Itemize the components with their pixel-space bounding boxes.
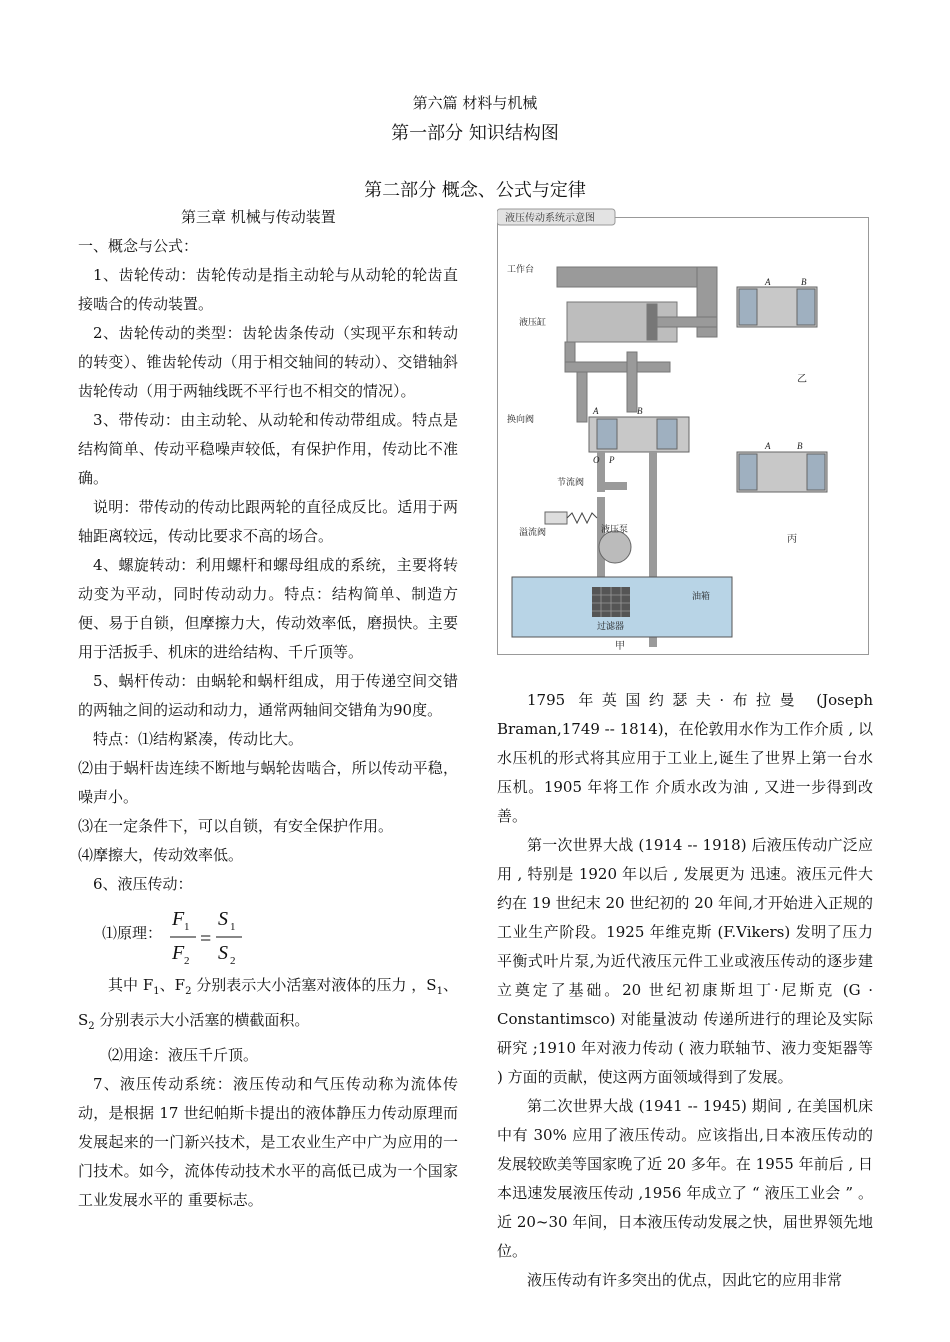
paragraph: 特点：⑴结构紧凑，传动比大。 bbox=[93, 730, 304, 748]
formula-s1: S bbox=[218, 908, 228, 930]
paragraph: 2、齿轮传动的类型：齿轮齿条传动（实现平东和转动的转变）、锥齿轮传动（用于相交轴间的转动）、交错轴斜齿轮传动（用于两轴线既不平行也不相交的情况）。 bbox=[78, 324, 458, 400]
formula-f1: F bbox=[172, 908, 185, 930]
paragraph: ⑵用途：液压千斤顶。 bbox=[108, 1046, 259, 1064]
port-p-label: P bbox=[609, 455, 615, 465]
left-column bbox=[78, 203, 458, 1215]
paragraph: 5、蜗杆传动：由蜗轮和蜗杆组成，用于传递空间交错的两轴之间的运动和动力，通常两轴间交错角为90度。 bbox=[78, 672, 458, 719]
label-throttle: 节流阀 bbox=[557, 478, 585, 488]
paragraph: 3、带传动：由主动轮、从动轮和传动带组成。特点是结构简单、传动平稳噪声较低，有保护作用，传动比不准确。 bbox=[78, 411, 458, 487]
paragraph: 液压传动有许多突出的优点，因此它的应用非常 bbox=[527, 1271, 843, 1289]
diagram-title: 液压传动系统示意图 bbox=[505, 213, 595, 224]
label-tank: 油箱 bbox=[692, 592, 711, 602]
formula-s2: S bbox=[218, 942, 228, 964]
formula-svg bbox=[170, 899, 330, 971]
section-2-heading: 第二部分 概念、公式与定律 bbox=[364, 180, 586, 201]
label-filter: 过滤器 bbox=[597, 622, 625, 632]
label-jia: 甲 bbox=[615, 641, 625, 652]
worktable bbox=[557, 267, 717, 287]
paragraph: ⑵由于蜗杆齿连续不断地与蜗轮齿啮合，所以传动平稳，噪声小。 bbox=[78, 759, 458, 806]
formula-sub: 1 bbox=[184, 921, 190, 933]
part-title: 第六篇 材料与机械 bbox=[412, 94, 538, 112]
port-a-label: A bbox=[593, 406, 599, 416]
paragraph: ⑶在一定条件下，可以自锁，有安全保护作用。 bbox=[78, 817, 394, 835]
formula-sub: 2 bbox=[184, 955, 190, 967]
label-cylinder: 液压缸 bbox=[519, 318, 547, 328]
label-worktable: 工作台 bbox=[507, 265, 535, 275]
paragraph: 4、螺旋转动：利用螺杆和螺母组成的系统，主要将转动变为平动，同时传动动力。特点：结构简单、制造方便、易于自锁，但摩擦力大，传动效率低，磨损快。主要用于活扳手、机床的进给结构、千斤顶等。 bbox=[78, 556, 458, 661]
paragraph: 其中 $F_1$、$F_2$ 分别表示大小活塞对液体的压力 ，$S_1$、$S_2$ 分别表示大小活塞的横截面积。 bbox=[78, 976, 458, 1032]
label-valve: 换向阀 bbox=[507, 415, 535, 425]
pressure-formula bbox=[78, 899, 458, 971]
hydraulic-system-diagram bbox=[497, 207, 869, 655]
chapter-title: 第三章 机械与传动装置 bbox=[181, 208, 336, 226]
paragraph: 第一次世界大战 (1914 -- 1918) 后液压传动广泛应用 , 特别是 1920 年以后 , 发展更为 迅速。液压元件大约在 19 世纪末 20 世纪初的 20 年间,才开始进入正规的工业生产阶段。1925 年维克斯 (F.Vikers) 发明了压力平衡式叶片泵,为近代液压元件工业或液压传动的逐步建立奠定了基础。20 世纪初康斯坦丁·尼斯克 (G · Constantimsco) 对能量波动 传递所进行的理论及实际研究 ;1910 年对液力传动 ( 液力联轴节、液力变矩器等 ) 方面的贡献，使这两方面领域得到了发展。 bbox=[497, 836, 873, 1086]
formula-sub: 2 bbox=[230, 955, 236, 967]
port-o-label: O bbox=[593, 455, 600, 465]
label-bing: 丙 bbox=[787, 534, 797, 545]
label-pump: 液压泵 bbox=[601, 525, 629, 535]
paragraph: 1795 年英国约瑟夫·布拉曼 (Joseph Braman,1749 -- 1814)，在伦敦用水作为工作介质 , 以水压机的形式将其应用于工业上,诞生了世界上第一台水压机。1905 年将工作 介质水改为油 , 又进一步得到改善。 bbox=[497, 691, 873, 825]
formula-sub: 1 bbox=[230, 921, 236, 933]
port-a-label: A bbox=[765, 441, 771, 451]
hydraulic-pump bbox=[599, 531, 631, 563]
formula-label: ⑴原理： bbox=[102, 924, 163, 942]
formula-eq: = bbox=[200, 928, 212, 950]
paragraph: 1、齿轮传动：齿轮传动是指主动轮与从动轮的轮齿直接啮合的传动装置。 bbox=[78, 266, 458, 313]
paragraph: 7、液压传动系统：液压传动和气压传动称为流体传动，是根据 17 世纪帕斯卡提出的液体静压力传动原理而发展起来的一门新兴技术，是工农业生产中广为应用的一门技术。如今，流体传动技术水平的高低已成为一个国家工业发展水平的 重要标志。 bbox=[78, 1075, 458, 1209]
label-yi: 乙 bbox=[797, 374, 807, 385]
right-column bbox=[497, 686, 873, 1295]
paragraph: 第二次世界大战 (1941 -- 1945) 期间 , 在美国机床中有 30% 应用了液压传动。应该指出,日本液压传动的发展较欧美等国家晚了近 20 多年。在 1955 年前后 , 日本迅速发展液压传动 ,1956 年成立了 “ 液压工业会 ” 。近 20~30 年间，日本液压传动发展之快，届世界领先地位。 bbox=[497, 1097, 873, 1260]
paragraph: ⑷摩擦大，传动效率低。 bbox=[78, 846, 244, 864]
port-a-label: A bbox=[765, 277, 771, 287]
paragraph: 一、概念与公式： bbox=[78, 237, 199, 255]
section-1-heading: 第一部分 知识结构图 bbox=[391, 123, 559, 144]
label-relief: 溢流阀 bbox=[519, 528, 547, 538]
port-b-label: B bbox=[797, 441, 803, 451]
port-b-label: B bbox=[801, 277, 807, 287]
relief-valve bbox=[545, 512, 567, 524]
paragraph: 6、液压传动： bbox=[93, 875, 193, 893]
paragraph: 说明：带传动的传动比跟两轮的直径成反比。适用于两轴距离较远，传动比要求不高的场合。 bbox=[78, 498, 458, 545]
port-b-label: B bbox=[637, 406, 643, 416]
formula-f2: F bbox=[172, 942, 185, 964]
